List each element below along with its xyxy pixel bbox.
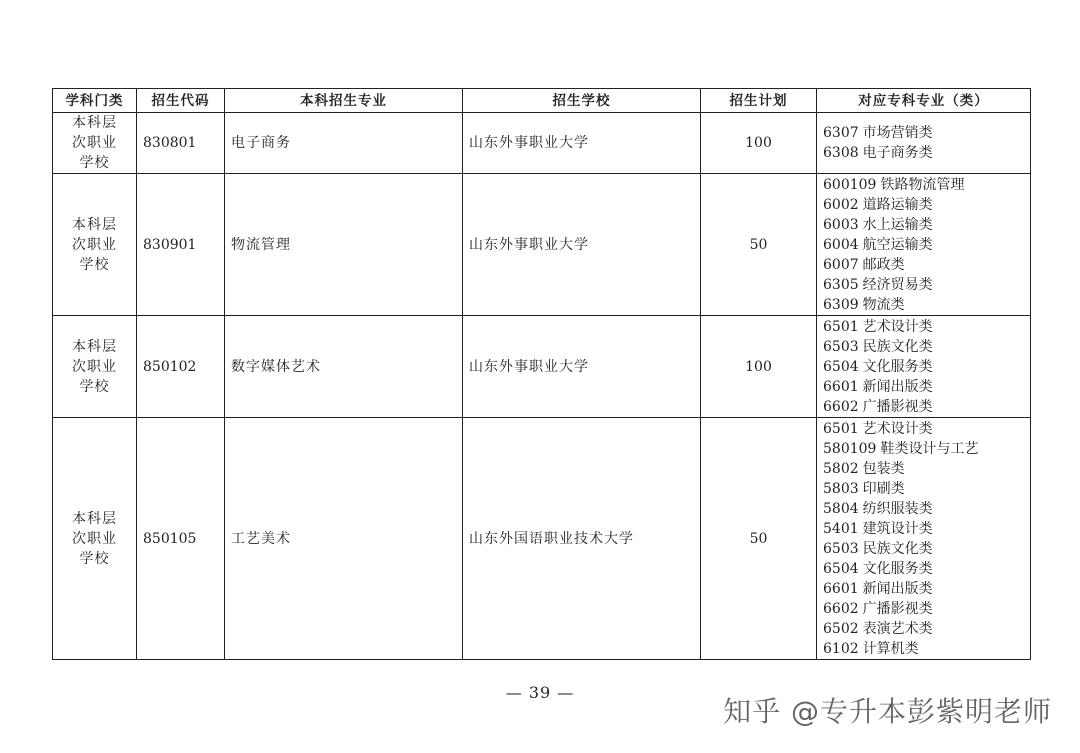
related-major-item xyxy=(823,397,1024,417)
related-major-item xyxy=(823,195,1024,215)
cell-school: 山东外事职业大学 xyxy=(463,113,701,174)
related-major-code: 6309 xyxy=(823,296,859,313)
related-major-name: 铁路物流管理 xyxy=(880,176,965,193)
category-text: 本科层次职业学校 xyxy=(71,115,117,171)
related-major-code: 6307 xyxy=(823,125,859,141)
cell-plan: 50 xyxy=(701,418,817,660)
cell-school: 山东外事职业大学 xyxy=(463,174,701,316)
cell-code: 850105 xyxy=(137,418,225,660)
related-major-code: 6503 xyxy=(823,540,859,557)
category-text: 本科层次职业学校 xyxy=(71,338,117,395)
related-major-name: 建筑设计类 xyxy=(862,520,933,537)
watermark: 知乎 @专升本彭紫明老师 xyxy=(723,695,1052,728)
related-major-item xyxy=(823,459,1024,479)
related-major-code: 6504 xyxy=(823,358,859,375)
related-major-name: 经济贸易类 xyxy=(862,276,933,293)
cell-category xyxy=(53,316,137,418)
cell-major: 工艺美术 xyxy=(225,418,463,660)
cell-related xyxy=(817,174,1031,316)
related-major-name: 民族文化类 xyxy=(862,338,933,355)
related-major-name: 计算机类 xyxy=(862,640,919,657)
related-major-name: 文化服务类 xyxy=(862,560,933,577)
cell-code: 850102 xyxy=(137,316,225,418)
cell-related xyxy=(817,316,1031,418)
cell-plan: 100 xyxy=(701,316,817,418)
related-major-name: 物流类 xyxy=(862,296,905,313)
related-major-code: 600109 xyxy=(823,176,877,193)
related-major-name: 邮政类 xyxy=(862,256,905,273)
header-major: 本科招生专业 xyxy=(225,89,463,113)
related-major-code: 6308 xyxy=(823,145,859,161)
related-major-item xyxy=(823,275,1024,295)
cell-major: 数字媒体艺术 xyxy=(225,316,463,418)
related-major-name: 包装类 xyxy=(862,460,905,477)
related-major-item xyxy=(823,337,1024,357)
related-major-item xyxy=(823,639,1024,659)
cell-related xyxy=(817,418,1031,660)
related-major-code: 6601 xyxy=(823,378,859,395)
related-major-code: 6002 xyxy=(823,196,859,213)
related-major-name: 电子商务类 xyxy=(862,145,933,161)
cell-major: 电子商务 xyxy=(225,113,463,174)
related-major-item xyxy=(823,235,1024,255)
related-major-name: 艺术设计类 xyxy=(862,420,933,437)
related-major-item xyxy=(823,143,1024,163)
category-text: 本科层次职业学校 xyxy=(71,510,117,567)
related-major-code: 6003 xyxy=(823,216,859,233)
related-major-name: 道路运输类 xyxy=(862,196,933,213)
related-major-name: 表演艺术类 xyxy=(862,620,933,637)
related-major-code: 6602 xyxy=(823,398,859,415)
related-major-item xyxy=(823,419,1024,439)
related-major-item xyxy=(823,499,1024,519)
header-code: 招生代码 xyxy=(137,89,225,113)
related-major-name: 广播影视类 xyxy=(862,600,933,617)
related-major-code: 5401 xyxy=(823,520,859,537)
related-major-name: 水上运输类 xyxy=(862,216,933,233)
related-major-code: 6501 xyxy=(823,318,859,335)
related-major-item xyxy=(823,539,1024,559)
related-major-item xyxy=(823,175,1024,195)
related-major-item xyxy=(823,519,1024,539)
related-major-item xyxy=(823,439,1024,459)
related-major-code: 5804 xyxy=(823,500,859,517)
related-major-name: 航空运输类 xyxy=(862,236,933,253)
header-plan: 招生计划 xyxy=(701,89,817,113)
related-major-item xyxy=(823,377,1024,397)
cell-school: 山东外事职业大学 xyxy=(463,316,701,418)
cell-code: 830901 xyxy=(137,174,225,316)
related-major-code: 6504 xyxy=(823,560,859,577)
related-major-code: 6004 xyxy=(823,236,859,253)
related-major-code: 6305 xyxy=(823,276,859,293)
table-header-row xyxy=(53,89,1031,113)
related-major-item xyxy=(823,619,1024,639)
admission-plan-table xyxy=(52,88,1031,660)
related-major-name: 印刷类 xyxy=(862,480,905,497)
related-major-code: 6502 xyxy=(823,620,859,637)
cell-school: 山东外国语职业技术大学 xyxy=(463,418,701,660)
related-major-item xyxy=(823,295,1024,315)
header-related: 对应专科专业（类） xyxy=(817,89,1031,113)
related-major-name: 市场营销类 xyxy=(862,125,933,141)
related-major-code: 5802 xyxy=(823,460,859,477)
related-major-code: 6602 xyxy=(823,600,859,617)
cell-category xyxy=(53,174,137,316)
related-major-name: 文化服务类 xyxy=(862,358,933,375)
cell-category xyxy=(53,113,137,174)
table-row xyxy=(53,174,1031,316)
related-major-name: 新闻出版类 xyxy=(862,580,933,597)
table-body xyxy=(53,113,1031,660)
related-major-item xyxy=(823,599,1024,619)
cell-plan: 50 xyxy=(701,174,817,316)
related-major-item xyxy=(823,479,1024,499)
related-major-code: 6007 xyxy=(823,256,859,273)
related-major-code: 6601 xyxy=(823,580,859,597)
cell-code: 830801 xyxy=(137,113,225,174)
related-major-item xyxy=(823,317,1024,337)
related-major-item xyxy=(823,123,1024,143)
related-major-item xyxy=(823,579,1024,599)
related-major-name: 鞋类设计与工艺 xyxy=(880,440,979,457)
header-school: 招生学校 xyxy=(463,89,701,113)
category-text: 本科层次职业学校 xyxy=(71,216,117,273)
related-major-code: 6102 xyxy=(823,640,859,657)
related-major-item xyxy=(823,255,1024,275)
table-row xyxy=(53,113,1031,174)
cell-major: 物流管理 xyxy=(225,174,463,316)
cell-plan: 100 xyxy=(701,113,817,174)
related-major-name: 纺织服装类 xyxy=(862,500,933,517)
related-major-code: 6503 xyxy=(823,338,859,355)
related-major-name: 广播影视类 xyxy=(862,398,933,415)
table-row xyxy=(53,418,1031,660)
page-number: — 39 — xyxy=(505,683,575,702)
related-major-code: 580109 xyxy=(823,440,877,457)
cell-related xyxy=(817,113,1031,174)
related-major-code: 5803 xyxy=(823,480,859,497)
cell-category xyxy=(53,418,137,660)
related-major-item xyxy=(823,559,1024,579)
related-major-name: 艺术设计类 xyxy=(862,318,933,335)
related-major-name: 民族文化类 xyxy=(862,540,933,557)
header-category: 学科门类 xyxy=(53,89,137,113)
related-major-code: 6501 xyxy=(823,420,859,437)
related-major-name: 新闻出版类 xyxy=(862,378,933,395)
related-major-item xyxy=(823,215,1024,235)
related-major-item xyxy=(823,357,1024,377)
table-row xyxy=(53,316,1031,418)
